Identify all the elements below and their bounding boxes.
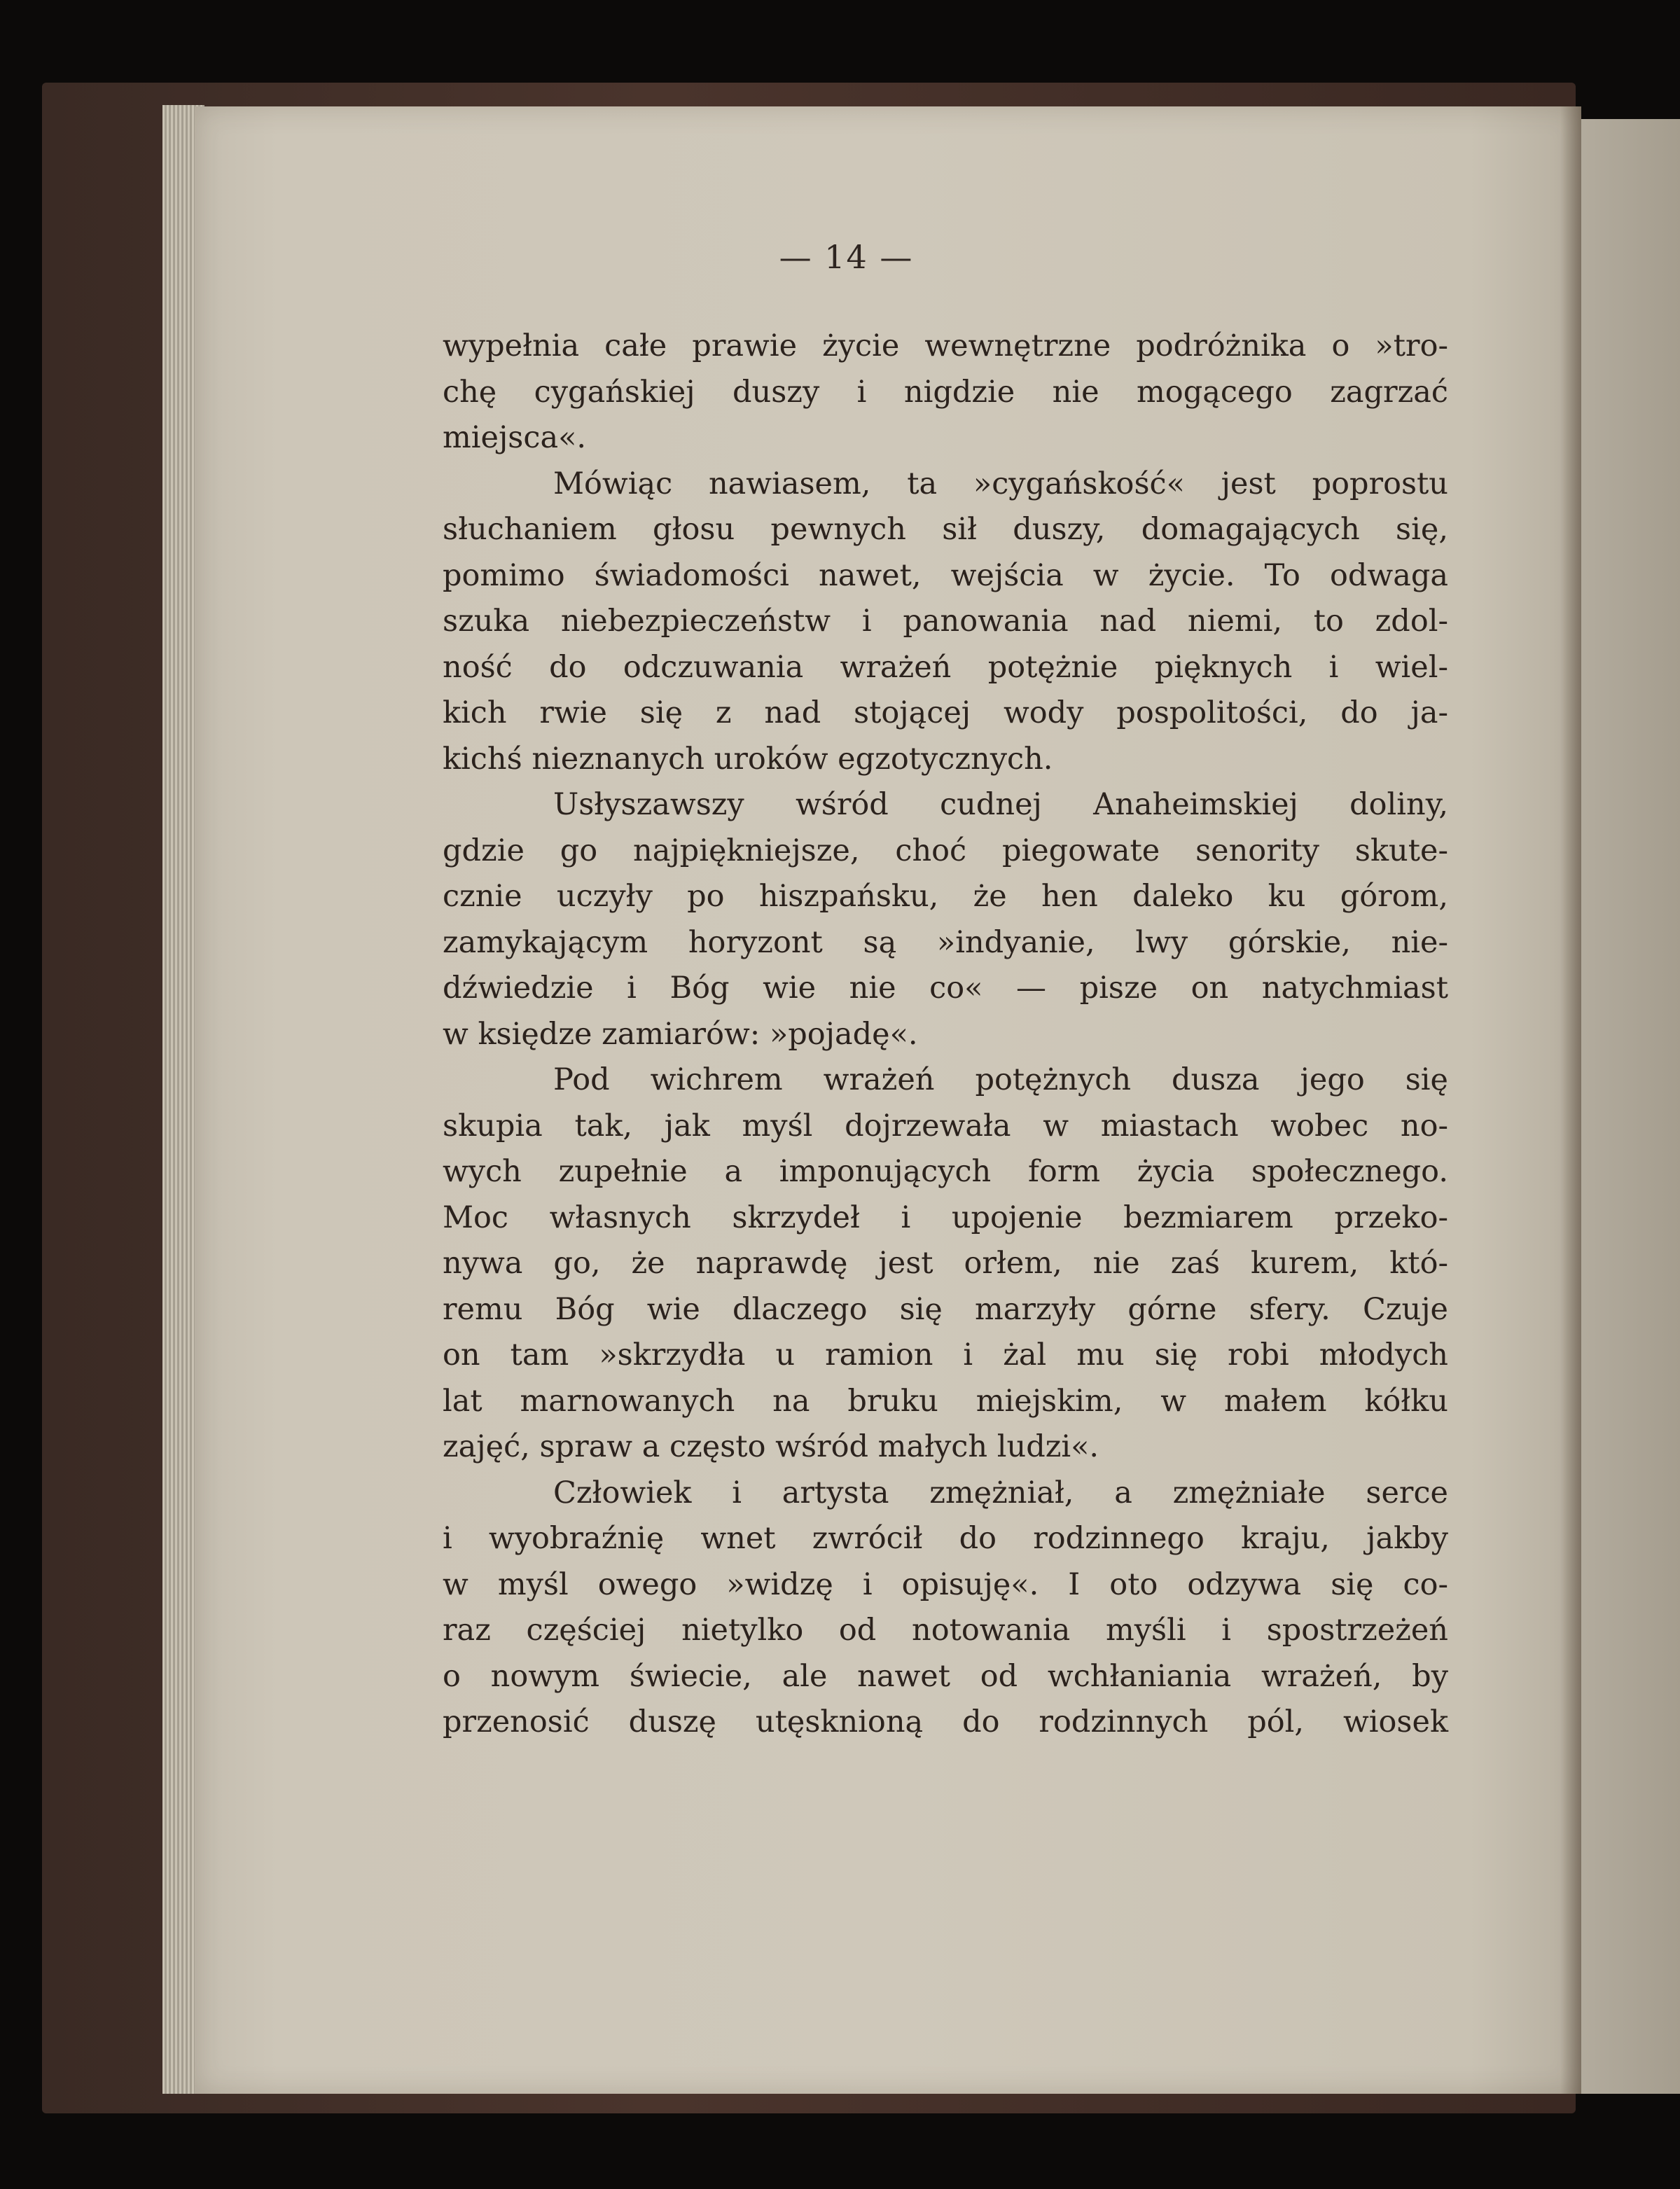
text-line: pomimo świadomości nawet, wejścia w życie. To odwaga — [443, 557, 1448, 593]
text-line: chę cygańskiej duszy i nigdzie nie mogącego zagrzać — [443, 374, 1448, 410]
text-line: Pod wichrem wrażeń potężnych dusza jego się — [553, 1062, 1448, 1097]
page-number: — 14 — — [779, 238, 914, 276]
text-line: lat marnowanych na bruku miejskim, w małem kółku — [443, 1383, 1448, 1419]
text-line: zamykającym horyzont są »indyanie, lwy górskie, nie- — [443, 924, 1448, 960]
text-line: Moc własnych skrzydeł i upojenie bezmiarem przeko- — [443, 1200, 1448, 1235]
text-line: szuka niebezpieczeństw i panowania nad niemi, to zdol- — [443, 604, 1448, 639]
text-line: i wyobraźnię wnet zwrócił do rodzinnego kraju, jakby — [443, 1521, 1448, 1556]
text-line: w myśl owego »widzę i opisuję«. I oto odzywa się co- — [443, 1566, 1448, 1602]
text-line: kich rwie się z nad stojącej wody pospolitości, do ja- — [443, 695, 1448, 730]
text-line: przenosić duszę utęsknioną do rodzinnych pól, wiosek — [443, 1704, 1448, 1739]
text-line: dźwiedzie i Bóg wie nie co« — pisze on natychmiast — [443, 971, 1448, 1006]
text-line: wypełnia całe prawie życie wewnętrzne podróżnika o »tro- — [443, 328, 1448, 363]
text-line: słuchaniem głosu pewnych sił duszy, domagających się, — [443, 512, 1448, 547]
text-line: Mówiąc nawiasem, ta »cygańskość« jest poprostu — [553, 466, 1448, 501]
text-line: zajęć, spraw a często wśród małych ludzi«. — [443, 1429, 1099, 1464]
page-text — [443, 324, 1448, 1746]
text-line: remu Bóg wie dlaczego się marzyły górne sfery. Czuje — [443, 1291, 1448, 1327]
text-line: on tam »skrzydła u ramion i żal mu się robi młodych — [443, 1337, 1448, 1373]
text-line: cznie uczyły po hiszpańsku, że hen daleko ku górom, — [443, 879, 1448, 914]
text-line: Człowiek i artysta zmężniał, a zmężniałe serce — [553, 1475, 1448, 1510]
text-line: raz częściej nietylko od notowania myśli i spostrzeżeń — [443, 1613, 1448, 1648]
text-line: Usłyszawszy wśród cudnej Anaheimskiej doliny, — [553, 787, 1448, 822]
text-line: skupia tak, jak myśl dojrzewała w miastach wobec no- — [443, 1108, 1448, 1144]
text-line: wych zupełnie a imponujących form życia społecznego. — [443, 1154, 1448, 1189]
page-gutter-shadow — [1560, 106, 1581, 2094]
text-line: gdzie go najpiękniejsze, choć piegowate senority skute- — [443, 833, 1448, 868]
text-line: kichś nieznanych uroków egzotycznych. — [443, 741, 1053, 777]
text-line: w księdze zamiarów: »pojadę«. — [443, 1016, 918, 1052]
text-line: o nowym świecie, ale nawet od wchłaniania wrażeń, by — [443, 1658, 1448, 1694]
text-line: miejsca«. — [443, 420, 587, 455]
text-line: ność do odczuwania wrażeń potężnie pięknych i wiel- — [443, 649, 1448, 685]
text-line: nywa go, że naprawdę jest orłem, nie zaś kurem, któ- — [443, 1246, 1448, 1281]
